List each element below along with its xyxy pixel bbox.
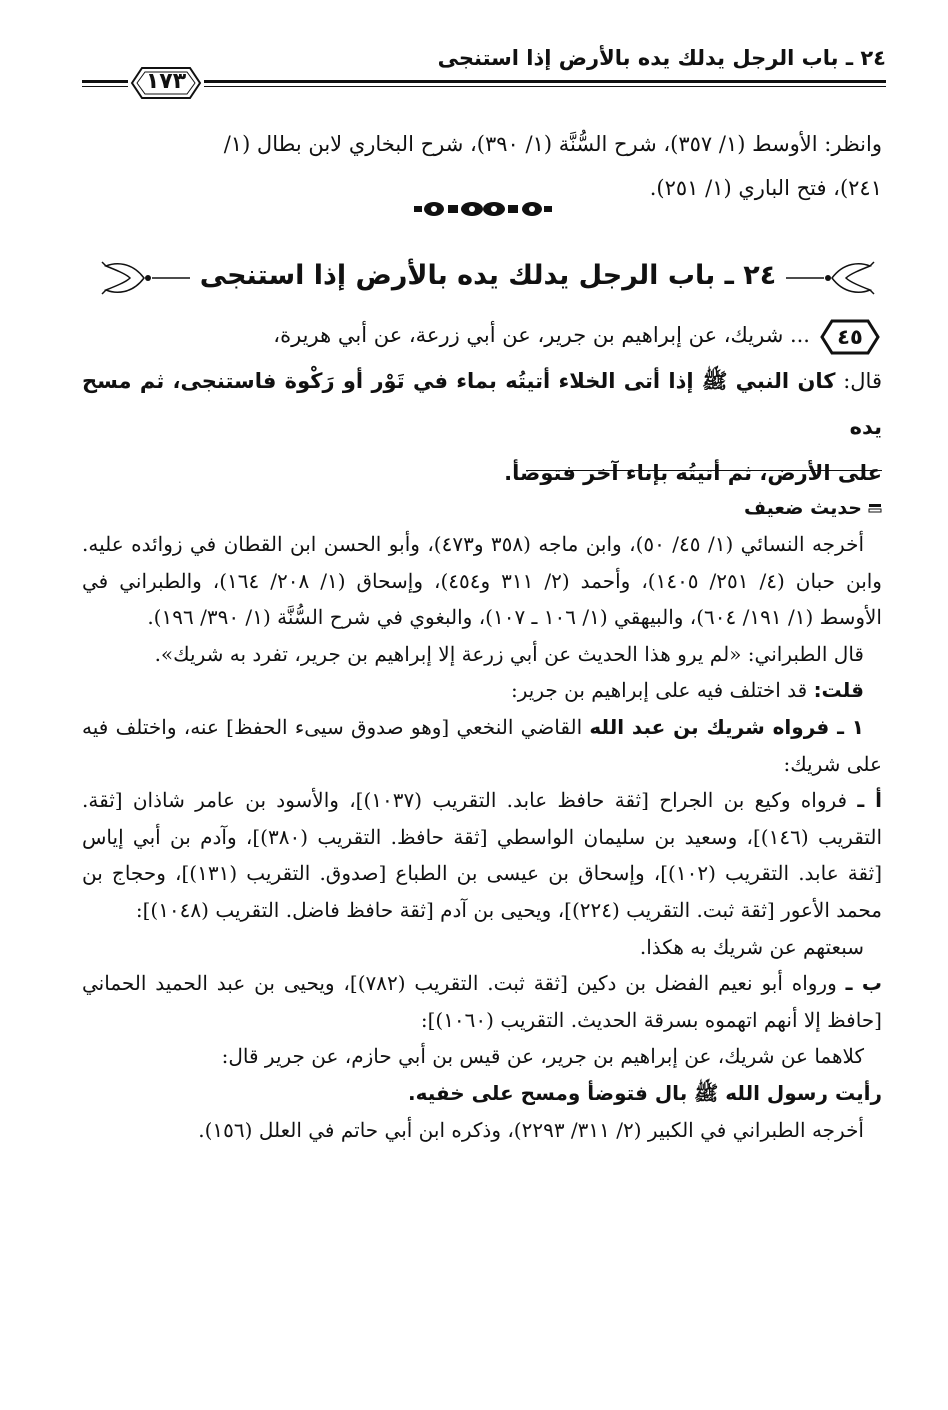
hadith-qala: قال: (843, 369, 882, 393)
qultu-label: قلت: (813, 678, 864, 703)
hadith-number: ٤٥ (837, 324, 863, 349)
route-1-lead: ١ ـ فرواه شريك بن عبد الله (589, 714, 865, 739)
reference-line: وانظر: الأوسط (١/ ٣٥٧)، شرح السُّنَّة (١/ ٣٩٠)، شرح البخاري لابن بطال (١/ (223, 132, 882, 156)
chapter-heading (100, 248, 876, 312)
flourish-left-icon (100, 258, 192, 298)
page-number: ١٧٣ (145, 69, 187, 94)
route-1a-lead: أ ـ (857, 788, 882, 813)
hadith-matn-continued: على الأرض، ثم أتيتُه بإناء آخر فتوضأ. (504, 461, 882, 485)
qultu-paragraph (82, 672, 882, 709)
route-1a-paragraph (82, 782, 882, 928)
grading-label: حديث ضعيف (744, 497, 862, 519)
route-1b-paragraph (82, 965, 882, 1038)
takhrij-paragraph: أخرجه النسائي (١/ ٤٥/ ٥٠)، وابن ماجه (٣٥٨ و٤٧٣)، وأبو الحسن ابن القطان في زوائده عليه. وابن حبان (٤/ ٢٥١/ ١٤٠٥)، وأحمد (٢/ ٣١١ و٤٥٤)، وإسحاق (١/ ٢٠٨/ ١٦٤)، والطبراني في الأوسط (١/ ١٩١/ ٦٠٤)، والبيهقي (١/ ١٠٦ ـ ١٠٧)، والبغوي في شرح السُّنَّة (١/ ٣٩٠/ ١٩٦). (82, 532, 882, 630)
hadith-block (82, 312, 882, 496)
route-1-text: القاضي النخعي [وهو صدوق سيىء الحفظ] عنه، واختلف فيه على شريك: (82, 714, 882, 776)
summary-line: سبعتهم عن شريك به هكذا. (639, 934, 864, 959)
route-1b-matn: رأيت رسول الله ﷺ بال فتوضأ ومسح على خفيه. (408, 1080, 882, 1105)
tabarani-quote: قال الطبراني: «لم يرو هذا الحديث عن أبي زرعة إلا إبراهيم بن جرير، تفرد به شريك». (154, 641, 864, 666)
isnad-line (82, 312, 882, 358)
hadith-matn: كان النبي ﷺ إذا أتى الخلاء أتيتُه بماء في تَوْر أو رَكْوة فاستنجى، ثم مسح يده (82, 369, 882, 439)
hadith-grading (744, 491, 882, 525)
reference-line: ٢٤١)، فتح الباري (١/ ٢٥١). (649, 176, 882, 200)
ornament-divider-icon (414, 200, 552, 218)
matn-line (82, 358, 882, 450)
previous-references (82, 122, 882, 210)
page-number-badge (128, 64, 204, 102)
grading-bullet-icon (868, 503, 882, 514)
takhrij-section (82, 526, 882, 1148)
route-1b-text: ورواه أبو نعيم الفضل بن دكين [ثقة ثبت. التقريب (٧٨٢)]، ويحيى بن عبد الحميد الحماني [حافظ إلا أنهم اتهموه بسرقة الحديث. التقريب (١٠٦٠)]: (82, 971, 882, 1032)
route-1b-lead: ب ـ (845, 971, 882, 996)
separator-line (526, 470, 882, 471)
qultu-text: قد اختلف فيه على إبراهيم بن جرير: (511, 678, 814, 703)
running-header (82, 42, 886, 100)
route-1a-text: فرواه وكيع بن الجراح [ثقة حافظ عابد. التقريب (١٠٣٧)]، والأسود بن عامر شاذان [ثقة. التقريب (١٤٦)]، وسعيد بن سليمان الواسطي [ثقة حافظ. التقريب (٣٨٠)]، وآدم بن أبي إياس [ثقة عابد. التقريب (١٠٢)]، وإسحاق بن عيسى بن الطباع [صدوق. التقريب (١٣١)]، وحجاج بن محمد الأعور [ثقة ثبت. التقريب (٢٢٤)]، ويحيى بن آدم [ثقة حافظ فاضل. التقريب (١٠٤٨)]: (82, 788, 883, 922)
route-1-paragraph (82, 709, 882, 782)
running-title: ٢٤ ـ باب الرجل يدلك يده بالأرض إذا استنجى (437, 46, 886, 70)
hadith-number-badge (818, 318, 882, 356)
chapter-title: ٢٤ ـ باب الرجل يدلك يده بالأرض إذا استنجى (199, 260, 777, 291)
route-1b-isnad: كلاهما عن شريك، عن إبراهيم بن جرير، عن قيس بن أبي حازم، عن جرير قال: (221, 1044, 864, 1069)
hadith-isnad: ... شريك، عن إبراهيم بن جرير، عن أبي زرعة، عن أبي هريرة، (273, 323, 810, 347)
final-takhrij: أخرجه الطبراني في الكبير (٢/ ٣١١/ ٢٢٩٣)، وذكره ابن أبي حاتم في العلل (١٥٦). (198, 1117, 864, 1142)
